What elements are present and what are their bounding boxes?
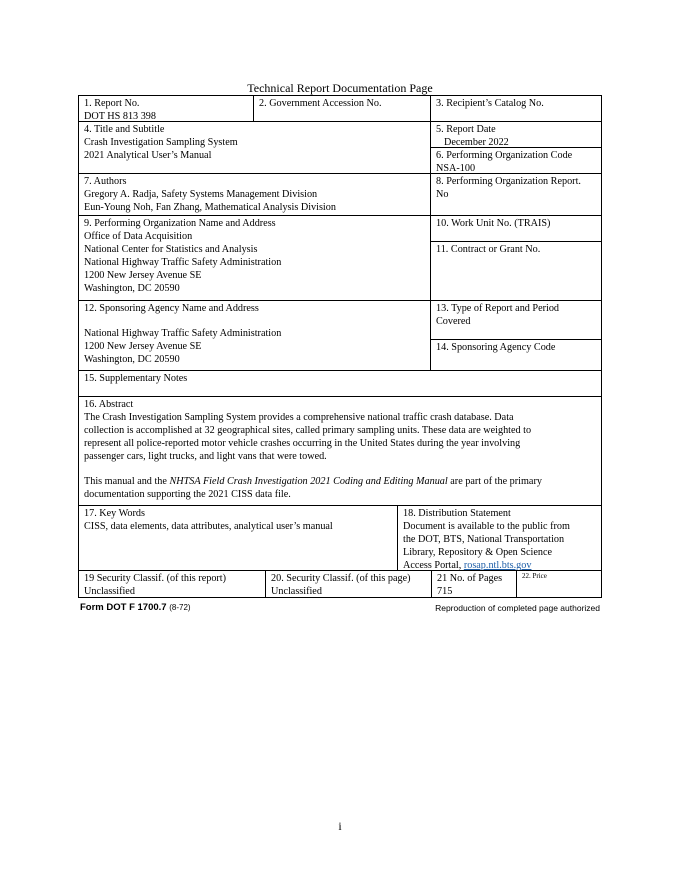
num-pages-value: 715 bbox=[437, 586, 453, 597]
security-page-cell bbox=[265, 570, 432, 598]
abstract-p2-post: are part of the primary bbox=[447, 476, 542, 487]
performing-org-report-value: No bbox=[436, 189, 449, 200]
price-label: 22. Price bbox=[522, 572, 547, 580]
report-type-label-line-1: 13. Type of Report and Period bbox=[436, 303, 560, 314]
distribution-line: Document is available to the public from bbox=[403, 521, 570, 532]
report-type-label-line-2: Covered bbox=[436, 316, 471, 327]
abstract-cell bbox=[78, 396, 602, 506]
report-no-cell bbox=[78, 95, 254, 122]
performing-org-code-value: NSA-100 bbox=[436, 163, 476, 174]
key-words-value: CISS, data elements, data attributes, analytical user’s manual bbox=[84, 521, 333, 532]
title-line-2: 2021 Analytical User’s Manual bbox=[84, 150, 212, 161]
title-subtitle-label: 4. Title and Subtitle bbox=[84, 124, 165, 135]
abstract-line: The Crash Investigation Sampling System provides a comprehensive national traffic crash database. Data bbox=[84, 412, 514, 423]
security-report-label: 19 Security Classif. (of this report) bbox=[84, 573, 227, 584]
recipient-catalog-cell bbox=[430, 95, 602, 122]
key-words-cell bbox=[78, 505, 398, 571]
performing-org-name-cell bbox=[78, 215, 431, 301]
performing-org-report-label: 8. Performing Organization Report. bbox=[436, 176, 581, 187]
security-page-label: 20. Security Classif. (of this page) bbox=[271, 573, 411, 584]
authors-line-1: Gregory A. Radja, Safety Systems Management Division bbox=[84, 189, 318, 200]
security-page-value: Unclassified bbox=[271, 586, 322, 597]
authors-cell bbox=[78, 173, 431, 216]
authors-line-2: Eun-Young Noh, Fan Zhang, Mathematical Analysis Division bbox=[84, 202, 336, 213]
title-subtitle-cell bbox=[78, 121, 431, 174]
supplementary-notes-cell bbox=[78, 370, 602, 397]
report-documentation-form bbox=[78, 95, 602, 598]
distribution-cell bbox=[397, 505, 602, 571]
abstract-line: passenger cars, light trucks, and light vans that were towed. bbox=[84, 451, 327, 462]
sponsoring-agency-label: 12. Sponsoring Agency Name and Address bbox=[84, 303, 259, 314]
form-name: Form DOT F 1700.7 bbox=[80, 602, 167, 613]
num-pages-cell bbox=[431, 570, 517, 598]
sponsoring-agency-line: National Highway Traffic Safety Administration bbox=[84, 328, 282, 339]
sponsoring-agency-line: 1200 New Jersey Avenue SE bbox=[84, 341, 202, 352]
performing-org-code-cell bbox=[430, 147, 602, 174]
performing-org-line: National Highway Traffic Safety Administration bbox=[84, 257, 282, 268]
supplementary-notes-label: 15. Supplementary Notes bbox=[84, 373, 188, 384]
performing-org-line: 1200 New Jersey Avenue SE bbox=[84, 270, 202, 281]
report-date-value: December 2022 bbox=[444, 137, 509, 148]
report-no-value: DOT HS 813 398 bbox=[84, 111, 156, 122]
num-pages-label: 21 No. of Pages bbox=[437, 573, 503, 584]
report-type-cell bbox=[430, 300, 602, 340]
distribution-label: 18. Distribution Statement bbox=[403, 508, 511, 519]
performing-org-line: Office of Data Acquisition bbox=[84, 231, 193, 242]
report-no-label: 1. Report No. bbox=[84, 98, 140, 109]
page-number: i bbox=[338, 819, 342, 833]
reproduction-note: Reproduction of completed page authorized bbox=[435, 603, 600, 613]
security-report-cell bbox=[78, 570, 266, 598]
performing-org-code-label: 6. Performing Organization Code bbox=[436, 150, 573, 161]
contract-grant-cell bbox=[430, 241, 602, 301]
page-title: Technical Report Documentation Page bbox=[247, 81, 433, 95]
report-date-label: 5. Report Date bbox=[436, 124, 496, 135]
abstract-line: represent all police-reported motor vehicle crashes occurring in the United States during the year involving bbox=[84, 438, 521, 449]
abstract-line: collection is accomplished at 32 geographical sites, called primary sampling units. These data are weighted to bbox=[84, 425, 532, 436]
abstract-p2-pre: This manual and the bbox=[84, 476, 170, 487]
performing-org-line: Washington, DC 20590 bbox=[84, 283, 180, 294]
performing-org-name-label: 9. Performing Organization Name and Address bbox=[84, 218, 276, 229]
security-report-value: Unclassified bbox=[84, 586, 135, 597]
performing-org-report-cell bbox=[430, 173, 602, 216]
distribution-line: Library, Repository & Open Science bbox=[403, 547, 552, 558]
abstract-label: 16. Abstract bbox=[84, 399, 134, 410]
report-date-cell bbox=[430, 121, 602, 148]
rosap-link[interactable]: rosap.ntl.bts.gov bbox=[463, 560, 532, 571]
recipient-catalog-label: 3. Recipient’s Catalog No. bbox=[436, 98, 544, 109]
sponsoring-agency-cell bbox=[78, 300, 431, 371]
distribution-line: the DOT, BTS, National Transportation bbox=[403, 534, 565, 545]
work-unit-cell bbox=[430, 215, 602, 242]
distribution-last-pre: Access Portal, bbox=[403, 560, 464, 571]
key-words-label: 17. Key Words bbox=[84, 508, 145, 519]
performing-org-line: National Center for Statistics and Analysis bbox=[84, 244, 258, 255]
sponsoring-agency-line: Washington, DC 20590 bbox=[84, 354, 180, 365]
gov-accession-cell bbox=[253, 95, 431, 122]
abstract-p2-line-2: documentation supporting the 2021 CISS data file. bbox=[84, 489, 291, 500]
work-unit-label: 10. Work Unit No. (TRAIS) bbox=[436, 218, 551, 229]
coding-manual-title: NHTSA Field Crash Investigation 2021 Coding and Editing Manual bbox=[169, 476, 448, 487]
abstract-paragraph-2 bbox=[84, 475, 596, 488]
contract-grant-label: 11. Contract or Grant No. bbox=[436, 244, 541, 255]
title-line-1: Crash Investigation Sampling System bbox=[84, 137, 238, 148]
price-cell bbox=[516, 570, 602, 598]
sponsoring-code-cell bbox=[430, 339, 602, 371]
authors-label: 7. Authors bbox=[84, 176, 127, 187]
gov-accession-label: 2. Government Accession No. bbox=[259, 98, 382, 109]
sponsoring-code-label: 14. Sponsoring Agency Code bbox=[436, 342, 556, 353]
form-identifier bbox=[80, 601, 191, 614]
form-revision: (8-72) bbox=[169, 603, 191, 612]
